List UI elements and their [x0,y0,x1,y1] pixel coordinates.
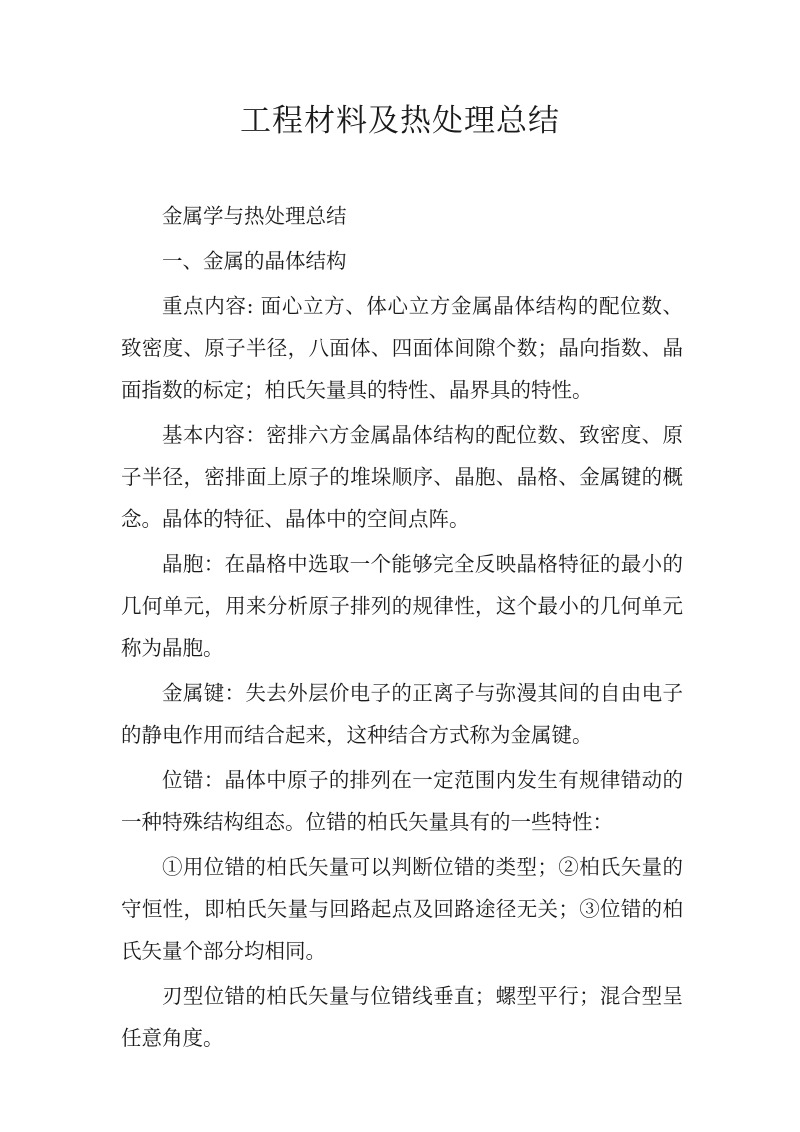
document-body [121,195,683,1059]
paragraph-unit-cell: 晶胞：在晶格中选取一个能够完全反映晶格特征的最小的几何单元，用来分析原子排列的规律性，这个最小的几何单元称为晶胞。 [121,552,683,660]
paragraph-dislocation-types: 刃型位错的柏氏矢量与位错线垂直；螺型平行；混合型呈任意角度。 [121,984,683,1050]
paragraph-basic-content: 基本内容：密排六方金属晶体结构的配位数、致密度、原子半径，密排面上原子的堆垛顺序、晶胞、晶格、金属键的概念。晶体的特征、晶体中的空间点阵。 [121,423,683,531]
paragraph-metallic-bond: 金属键：失去外层价电子的正离子与弥漫其间的自由电子的静电作用而结合起来，这种结合方式称为金属键。 [121,681,683,747]
paragraph-key-content: 重点内容: 面心立方、体心立方金属晶体结构的配位数、致密度、原子半径，八面体、四面体间隙个数；晶向指数、晶面指数的标定；柏氏矢量具的特性、晶界具的特性。 [121,294,683,402]
document-title: 工程材料及热处理总结 [240,103,560,139]
paragraph-subtitle: 金属学与热处理总结 [162,204,347,228]
section-heading: 一、金属的晶体结构 [162,249,347,273]
paragraph-burgers-properties: ①用位错的柏氏矢量可以判断位错的类型；②柏氏矢量的守恒性，即柏氏矢量与回路起点及回路途径无关；③位错的柏氏矢量个部分均相同。 [121,855,683,963]
paragraph-dislocation: 位错：晶体中原子的排列在一定范围内发生有规律错动的一种特殊结构组态。位错的柏氏矢量具有的一些特性： [121,768,683,834]
